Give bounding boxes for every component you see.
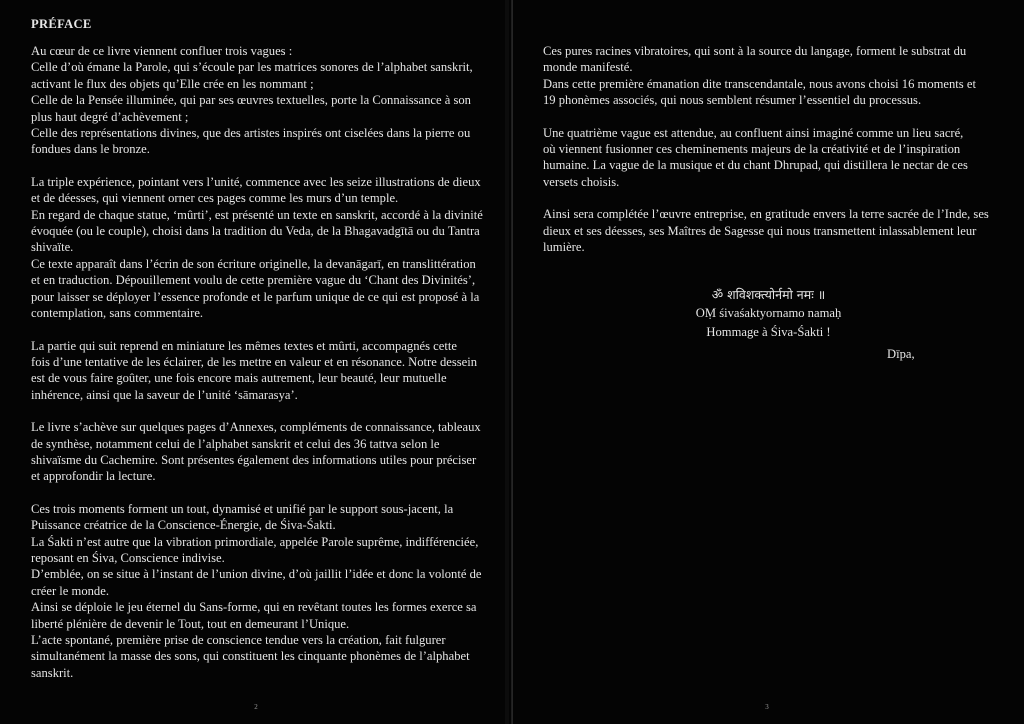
- text-line: fois d’une tentative de les éclairer, de les mettre en valeur et en résonance. Notre dessein: [31, 354, 478, 369]
- text-line: simultanément la masse des sons, qui constituent les cinquante phonèmes de l’alphabet: [31, 649, 470, 664]
- text-line: monde manifesté.: [543, 60, 633, 75]
- paragraph-three-waves: [31, 43, 501, 158]
- right-page: [513, 0, 1024, 724]
- paragraph-annexes: [31, 419, 501, 485]
- text-line: lumière.: [543, 240, 585, 255]
- text-line: 19 phonèmes associés, qui nous semblent résumer l’essentiel du processus.: [543, 93, 922, 108]
- paragraph-triple-experience: [31, 174, 501, 322]
- text-line: La triple expérience, pointant vers l’unité, commence avec les seize illustrations de dieux: [31, 174, 481, 189]
- paragraph-miniature: [31, 338, 501, 404]
- text-line: Dans cette première émanation dite transcendantale, nous avons choisi 16 moments et: [543, 76, 976, 91]
- text-line: shivaïte.: [31, 240, 74, 255]
- text-line: où viennent fusionner ces cheminements majeurs de la créativité et de l’inspiration: [543, 142, 961, 157]
- text-line: et approfondir la lecture.: [31, 469, 156, 484]
- invocation-block: [513, 285, 1024, 342]
- text-line: Celle de la Pensée illuminée, qui par ses œuvres textuelles, porte la Connaissance à son: [31, 93, 471, 108]
- right-page-content: [543, 43, 1013, 271]
- text-line: Ce texte apparaît dans l’écrin de son écriture originelle, la devanāgarī, en translittération: [31, 256, 476, 271]
- text-line: contemplation, sans commentaire.: [31, 306, 204, 321]
- paragraph-gratitude: [543, 206, 1013, 255]
- text-line: Ces trois moments forment un tout, dynamisé et unifié par le support sous-jacent, la: [31, 501, 454, 516]
- text-line: Celle d’où émane la Parole, qui s’écoule par les matrices sonores de l’alphabet sanskrit,: [31, 60, 473, 75]
- text-line: L’acte spontané, première prise de conscience tendue vers la création, fait fulgurer: [31, 633, 446, 647]
- text-line: et en traduction. Dépouillement voulu de cette première vague du ‘Chant des Divinités’,: [31, 273, 476, 288]
- text-line: Le livre s’achève sur quelques pages d’Annexes, compléments de connaissance, tableaux: [31, 420, 481, 435]
- mantra-translation: Hommage à Śiva-Śakti !: [706, 325, 831, 339]
- text-line: est de vous faire goûter, une fois encore mais autrement, leur beauté, leur mutuelle: [31, 371, 447, 386]
- text-line: Ainsi se déploie le jeu éternel du Sans-forme, qui en revêtant toutes les formes exerce sa: [31, 600, 477, 615]
- page-number-right: 3: [765, 703, 769, 711]
- mantra-transliteration: OṂ śivaśaktyornamo namaḥ: [695, 306, 842, 320]
- paragraph-three-moments: [31, 501, 501, 681]
- text-line: La partie qui suit reprend en miniature les mêmes textes et mûrti, accompagnés cette: [31, 338, 457, 353]
- text-line: et de déesses, qui viennent orner ces pages comme les murs d’un temple.: [31, 191, 399, 206]
- text-line: En regard de chaque statue, ‘mûrti’, est présenté un texte en sanskrit, accordé à la divinité: [31, 207, 483, 222]
- text-line: Ainsi sera complétée l’œuvre entreprise, en gratitude envers la terre sacrée de l’Inde, ses: [543, 207, 989, 222]
- author-signature: Dīpa,: [887, 347, 915, 361]
- spine-shadow: [505, 0, 509, 724]
- text-line: Celle des représentations divines, que des artistes inspirés ont ciselées dans la pierre ou: [31, 126, 471, 141]
- text-line: shivaïsme du Cachemire. Sont présentes également des informations utiles pour préciser: [31, 452, 477, 467]
- text-line: reposant en Śiva, Conscience indivise.: [31, 550, 225, 565]
- text-line: Au cœur de ce livre viennent confluer trois vagues :: [31, 44, 293, 58]
- left-page-content: [31, 16, 501, 697]
- text-line: liberté plénière de devenir le Tout, tout en demeurant l’Unique.: [31, 616, 350, 631]
- text-line: évoquée (ou le couple), choisi dans la tradition du Veda, de la Bhagavadgītā ou du Tantra: [31, 224, 480, 239]
- text-line: fondues dans le bronze.: [31, 142, 150, 157]
- text-line: Ces pures racines vibratoires, qui sont à la source du langage, forment le substrat du: [543, 44, 967, 58]
- devanagari-mantra: ॐ शविशक्त्योर्नमो नमः ॥: [711, 287, 826, 302]
- left-page: [0, 0, 511, 724]
- text-line: dieux et ses déesses, ses Maîtres de Sagesse qui nous transmettent inlassablement leur: [543, 223, 977, 238]
- text-line: de synthèse, notamment celui de l’alphabet sanskrit et celui des 36 tattva selon le: [31, 436, 440, 451]
- page-number-left: 2: [254, 703, 258, 711]
- paragraph-fourth-wave: [543, 125, 1013, 191]
- text-line: sanskrit.: [31, 665, 74, 680]
- text-line: activant le flux des objets qu’Elle crée en les nommant ;: [31, 76, 314, 91]
- text-line: versets choisis.: [543, 174, 620, 189]
- text-line: inhérence, ainsi que la saveur de l’unité ‘sāmarasya’.: [31, 387, 298, 402]
- text-line: créer le monde.: [31, 583, 109, 598]
- page-title: PRÉFACE: [31, 17, 92, 31]
- text-line: pour laisser se déployer l’essence profonde et le parfum unique de ce qui est proposé à la: [31, 289, 480, 304]
- text-line: Puissance créatrice de la Conscience-Énergie, de Śiva-Śakti.: [31, 518, 336, 533]
- text-line: La Śakti n’est autre que la vibration primordiale, appelée Parole suprême, indifférenciée,: [31, 534, 479, 549]
- text-line: humaine. La vague de la musique et du chant Dhrupad, qui distillera le nectar de ces: [543, 158, 968, 173]
- text-line: D’emblée, on se situe à l’instant de l’union divine, d’où jaillit l’idée et donc la volonté de: [31, 567, 482, 582]
- text-line: plus haut degré d’achèvement ;: [31, 109, 189, 124]
- text-line: Une quatrième vague est attendue, au confluent ainsi imaginé comme un lieu sacré,: [543, 125, 964, 140]
- paragraph-vibratory-roots: [543, 43, 1013, 109]
